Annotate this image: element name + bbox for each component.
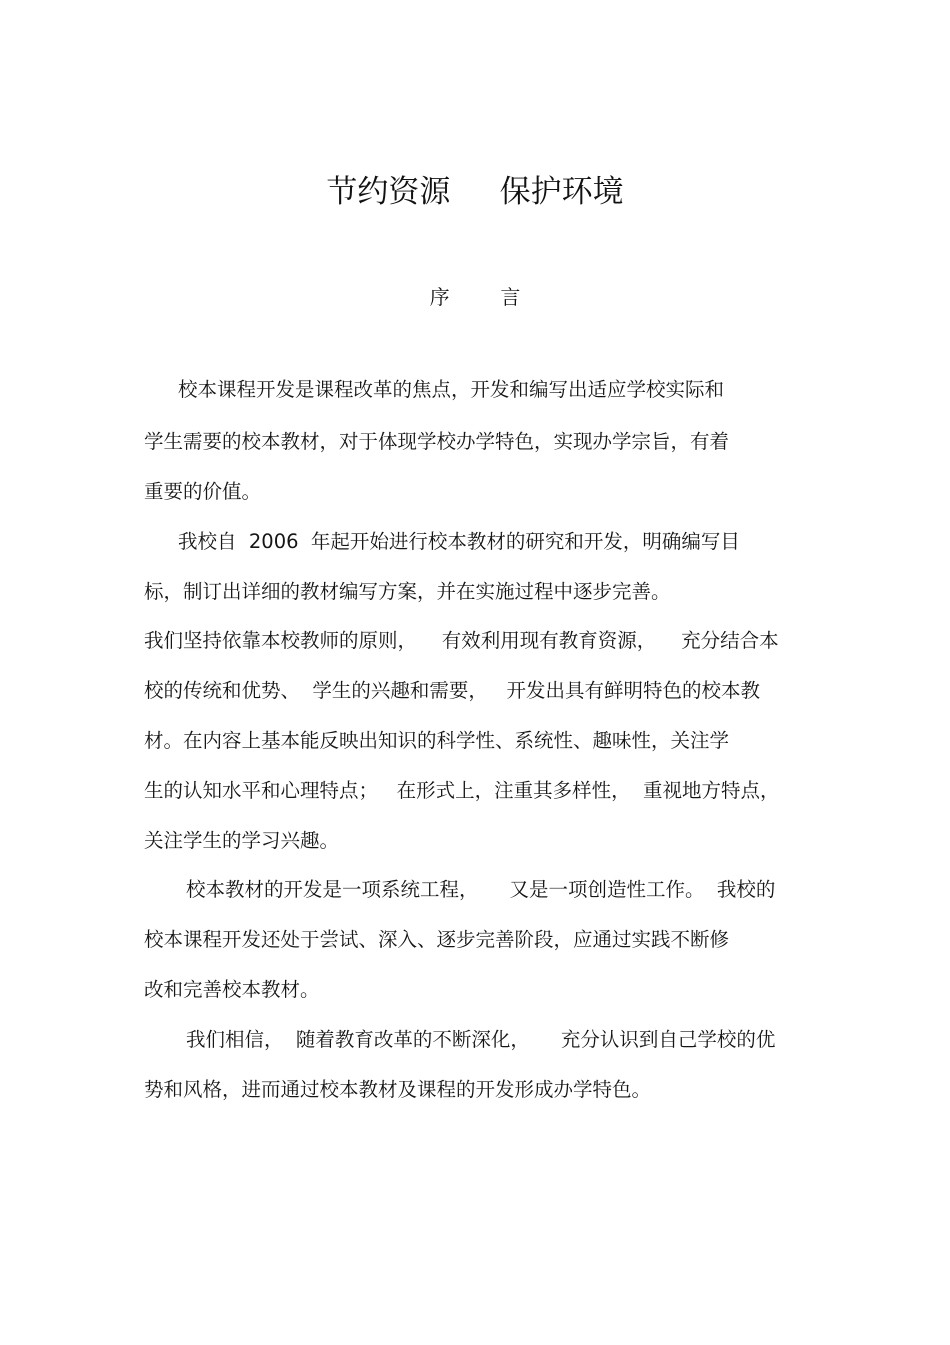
- page-title: 节约资源 保护环境: [326, 174, 624, 210]
- body-line: 我们相信， 随着教育改革的不断深化， 充分认识到自己学校的优: [186, 1028, 776, 1051]
- body-line: 校的传统和优势、 学生的兴趣和需要， 开发出具有鲜明特色的校本教: [144, 679, 760, 702]
- body-line: 校本课程开发还处于尝试、深入、逐步完善阶段，应通过实践不断修: [144, 928, 730, 951]
- body-line: 校本教材的开发是一项系统工程， 又是一项创造性工作。 我校的: [186, 878, 776, 901]
- body-line: 改和完善校本教材。: [144, 978, 320, 1001]
- body-line: 重要的价值。: [144, 480, 262, 503]
- body-line: 势和风格，进而通过校本教材及课程的开发形成办学特色。: [144, 1078, 652, 1101]
- body-line: 校本课程开发是课程改革的焦点，开发和编写出适应学校实际和: [178, 378, 725, 401]
- body-line: 生的认知水平和心理特点； 在形式上，注重其多样性， 重视地方特点，: [144, 779, 780, 802]
- body-line: 我们坚持依靠本校教师的原则， 有效利用现有教育资源， 充分结合本: [144, 629, 779, 652]
- body-line: 材。在内容上基本能反映出知识的科学性、系统性、趣味性，关注学: [144, 729, 730, 752]
- body-line: 我校自 2006 年起开始进行校本教材的研究和开发，明确编写目: [178, 530, 740, 553]
- body-line: 标，制订出详细的教材编写方案，并在实施过程中逐步完善。: [144, 580, 671, 603]
- body-line: 学生需要的校本教材，对于体现学校办学特色，实现办学宗旨，有着: [144, 430, 730, 453]
- preface-heading: 序 言: [429, 285, 521, 309]
- body-line: 关注学生的学习兴趣。: [144, 829, 340, 852]
